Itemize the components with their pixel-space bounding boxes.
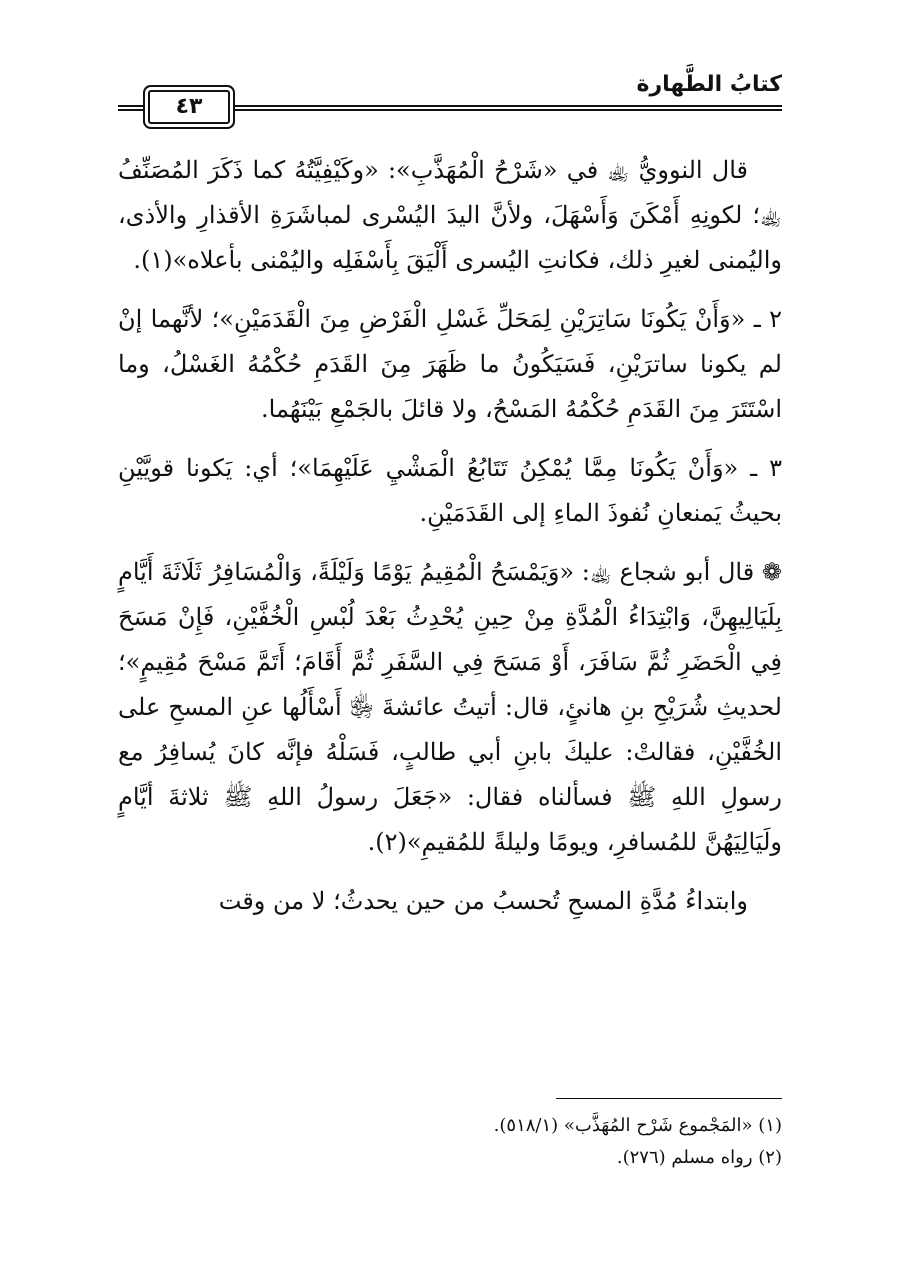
page-number: ٤٣ [148, 90, 230, 124]
running-header-title: كتابُ الطَّهارة [636, 72, 782, 97]
paragraph-condition-2: ٢ ـ «وَأَنْ يَكُونَا سَاتِرَيْنِ لِمَحَلِّ غَسْلِ الْفَرْضِ مِنَ الْقَدَمَيْنِ»؛ لأنَّهما إنْ لم يكونا ساترَيْنِ، فَسَيَكُونُ ما ظَهَرَ مِنَ القَدَمِ حُكْمُهُ الغَسْلُ، وما اسْتَتَرَ مِنَ القَدَمِ حُكْمُهُ المَسْحُ، ولا قائلَ بالجَمْعِ بَيْنَهُما. [118, 305, 783, 423]
main-text [118, 148, 782, 938]
paragraph-abu-shuja-text: ❁ قال أبو شجاع ﵀: «وَيَمْسَحُ الْمُقِيمُ يَوْمًا وَلَيْلَةً، وَالْمُسَافِرُ ثَلَاثَةَ أَيَّامٍ بِلَيَالِيهِنَّ، وَابْتِدَاءُ الْمُدَّةِ مِنْ حِينِ يُحْدِثُ بَعْدَ لُبْسِ الْخُفَّيْنِ، فَإِنْ مَسَحَ فِي الْحَضَرِ ثُمَّ سَافَرَ، أَوْ مَسَحَ فِي السَّفَرِ ثُمَّ أَقَامَ؛ أَتَمَّ مَسْحَ مُقِيمٍ»؛ لحديثِ شُرَيْحِ بنِ هانئٍ، قال: أتيتُ عائشةَ ﵂ أَسْأَلُها عنِ المسحِ على الخُفَّيْنِ، فقالتْ: عليكَ بابنِ أبي طالبٍ، فَسَلْهُ فإنَّه كانَ يُسافِرُ مع رسولِ اللهِ ﷺ فسألناه فقال: «جَعَلَ رسولُ اللهِ ﷺ ثلاثةَ أيَّامٍ ولَيَالِيَهُنَّ للمُسافرِ، ويومًا وليلةً للمُقيمِ»(٢). [118, 558, 782, 856]
footnote-1: (١) «المَجْموع شَرْح المُهَذَّب» (٥١٨/١). [493, 1115, 782, 1136]
footnote-2: (٢) رواه مسلم (٢٧٦). [616, 1147, 782, 1168]
footnote-separator [556, 1098, 782, 1099]
paragraph-nawawi-quote: قال النوويُّ ﵀ في «شَرْحُ الْمُهَذَّبِ»: «وكَيْفِيَّتُهُ كما ذَكَرَ المُصَنِّفُ ﵀؛ لكونِهِ أَمْكَنَ وَأَسْهَلَ، ولأنَّ اليدَ اليُسْرى لمباشَرَةِ الأقذارِ والأذى، واليُمنى لغيرِ ذلك، فكانتِ اليُسرى أَلْيَقَ بِأَسْفَلِه واليُمْنى بأعلاه»(١). [118, 156, 782, 274]
paragraph-duration-start: وابتداءُ مُدَّةِ المسحِ تُحسبُ من حين يحدثُ؛ لا من وقت [218, 887, 748, 915]
paragraph-condition-3: ٣ ـ «وَأَنْ يَكُونَا مِمَّا يُمْكِنُ تَتَابُعُ الْمَشْيِ عَلَيْهِمَا»؛ أي: يَكونا قويَّيْنِ بحيثُ يَمنعانِ نُفوذَ الماءِ إلى القَدَمَيْنِ. [118, 454, 782, 527]
footnotes [118, 1110, 782, 1174]
header-rule [118, 90, 782, 124]
